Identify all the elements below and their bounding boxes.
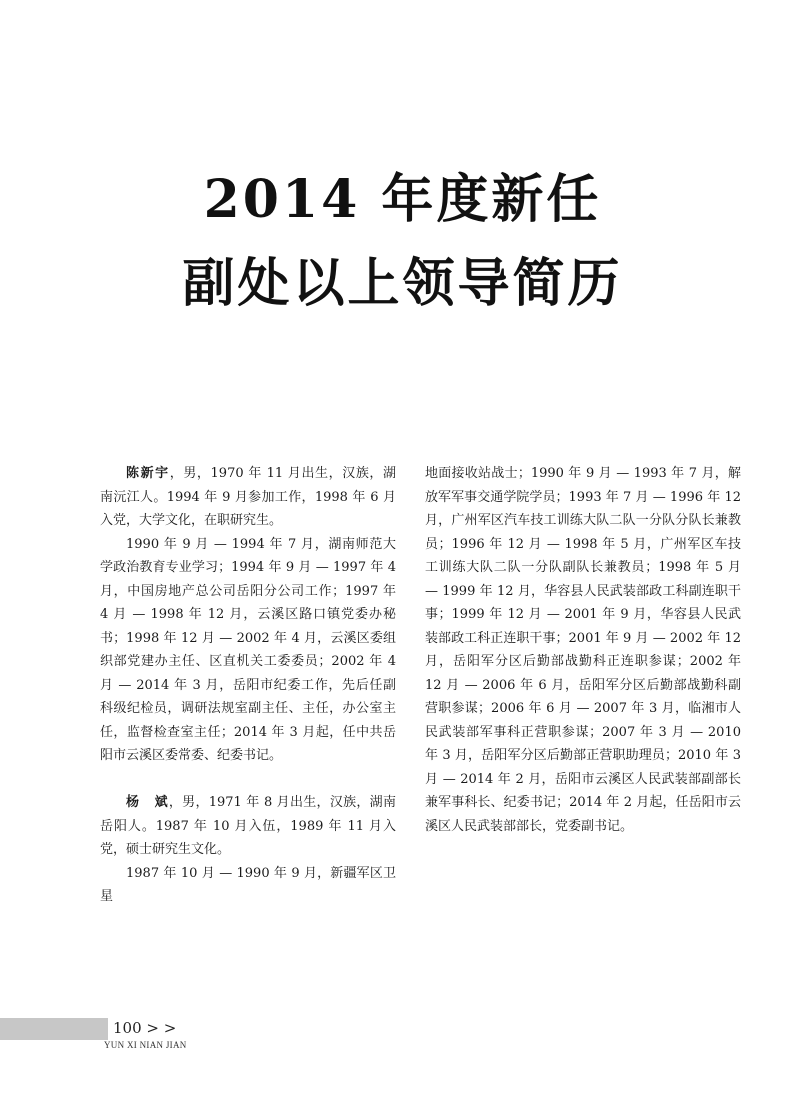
right-column (425, 462, 741, 838)
bio-intro-text: ，男，1971 年 8 月出生，汉族，湖南岳阳人。1987 年 10 月入伍，1989 年 11 月入党，硕士研究生文化。 (100, 795, 396, 857)
bio-career-yang-part2: 地面接收站战士；1990 年 9 月 — 1993 年 7 月，解放军军事交通学院学员；1993 年 7 月 — 1996 年 12 月，广州军区汽车技工训练大队二队一分队分队长兼教员；1996 年 12 月 — 1998 年 5 月，广州军区车技工训练大队二队一分队副队长兼教员；1998 年 5 月 — 1999 年 12 月，华容县人民武装部政工科副连职干事；1999 年 12 月 — 2001 年 9 月，华容县人民武装部政工科正连职干事；2001 年 9 月 — 2002 年 12 月，岳阳军分区后勤部战勤科正连职参谋；2002 年 12 月 — 2006 年 6 月，岳阳军分区后勤部战勤科副营职参谋；2006 年 6 月 — 2007 年 3 月，临湘市人民武装部军事科正营职参谋；2007 年 3 月 — 2010 年 3 月，岳阳军分区后勤部正营职助理员；2010 年 3 月 — 2014 年 2 月，岳阳市云溪区人民武装部副部长兼军事科长、纪委书记；2014 年 2 月起，任岳阳市云溪区人民武装部部长，党委副书记。 (425, 466, 741, 834)
person-name: 杨 斌 (126, 795, 169, 810)
bio-career-yang-part1: 1987 年 10 月 — 1990 年 9 月，新疆军区卫星 (100, 865, 396, 904)
bio-intro-text: ，男，1970 年 11 月出生，汉族，湖南沅江人。1994 年 9 月参加工作，1998 年 6 月入党，大学文化，在职研究生。 (100, 466, 396, 528)
page-title-line-1: 2014 年度新任 (203, 169, 602, 230)
page-number: 100 > > (113, 1019, 177, 1037)
bio-intro-chen (100, 462, 396, 533)
page-title-line-2: 副处以上领导简历 (182, 253, 623, 314)
left-column (100, 462, 396, 909)
footer-publication-name: YUN XI NIAN JIAN (104, 1040, 187, 1050)
bio-intro-yang (100, 791, 396, 862)
person-name: 陈新宇 (126, 466, 170, 481)
footer-bar (0, 1018, 108, 1040)
bio-career-chen: 1990 年 9 月 — 1994 年 7 月，湖南师范大学政治教育专业学习；1994 年 9 月 — 1997 年 4 月，中国房地产总公司岳阳分公司工作；1997 年 4 月 — 1998 年 12 月，云溪区路口镇党委办秘书；1998 年 12 月 — 2002 年 4 月，云溪区委组织部党建办主任、区直机关工委委员；2002 年 4 月 — 2014 年 3 月，岳阳市纪委工作，先后任副科级纪检员，调研法规室副主任、主任，办公室主任，监督检查室主任；2014 年 3 月起，任中共岳阳市云溪区委常委、纪委书记。 (100, 536, 396, 763)
